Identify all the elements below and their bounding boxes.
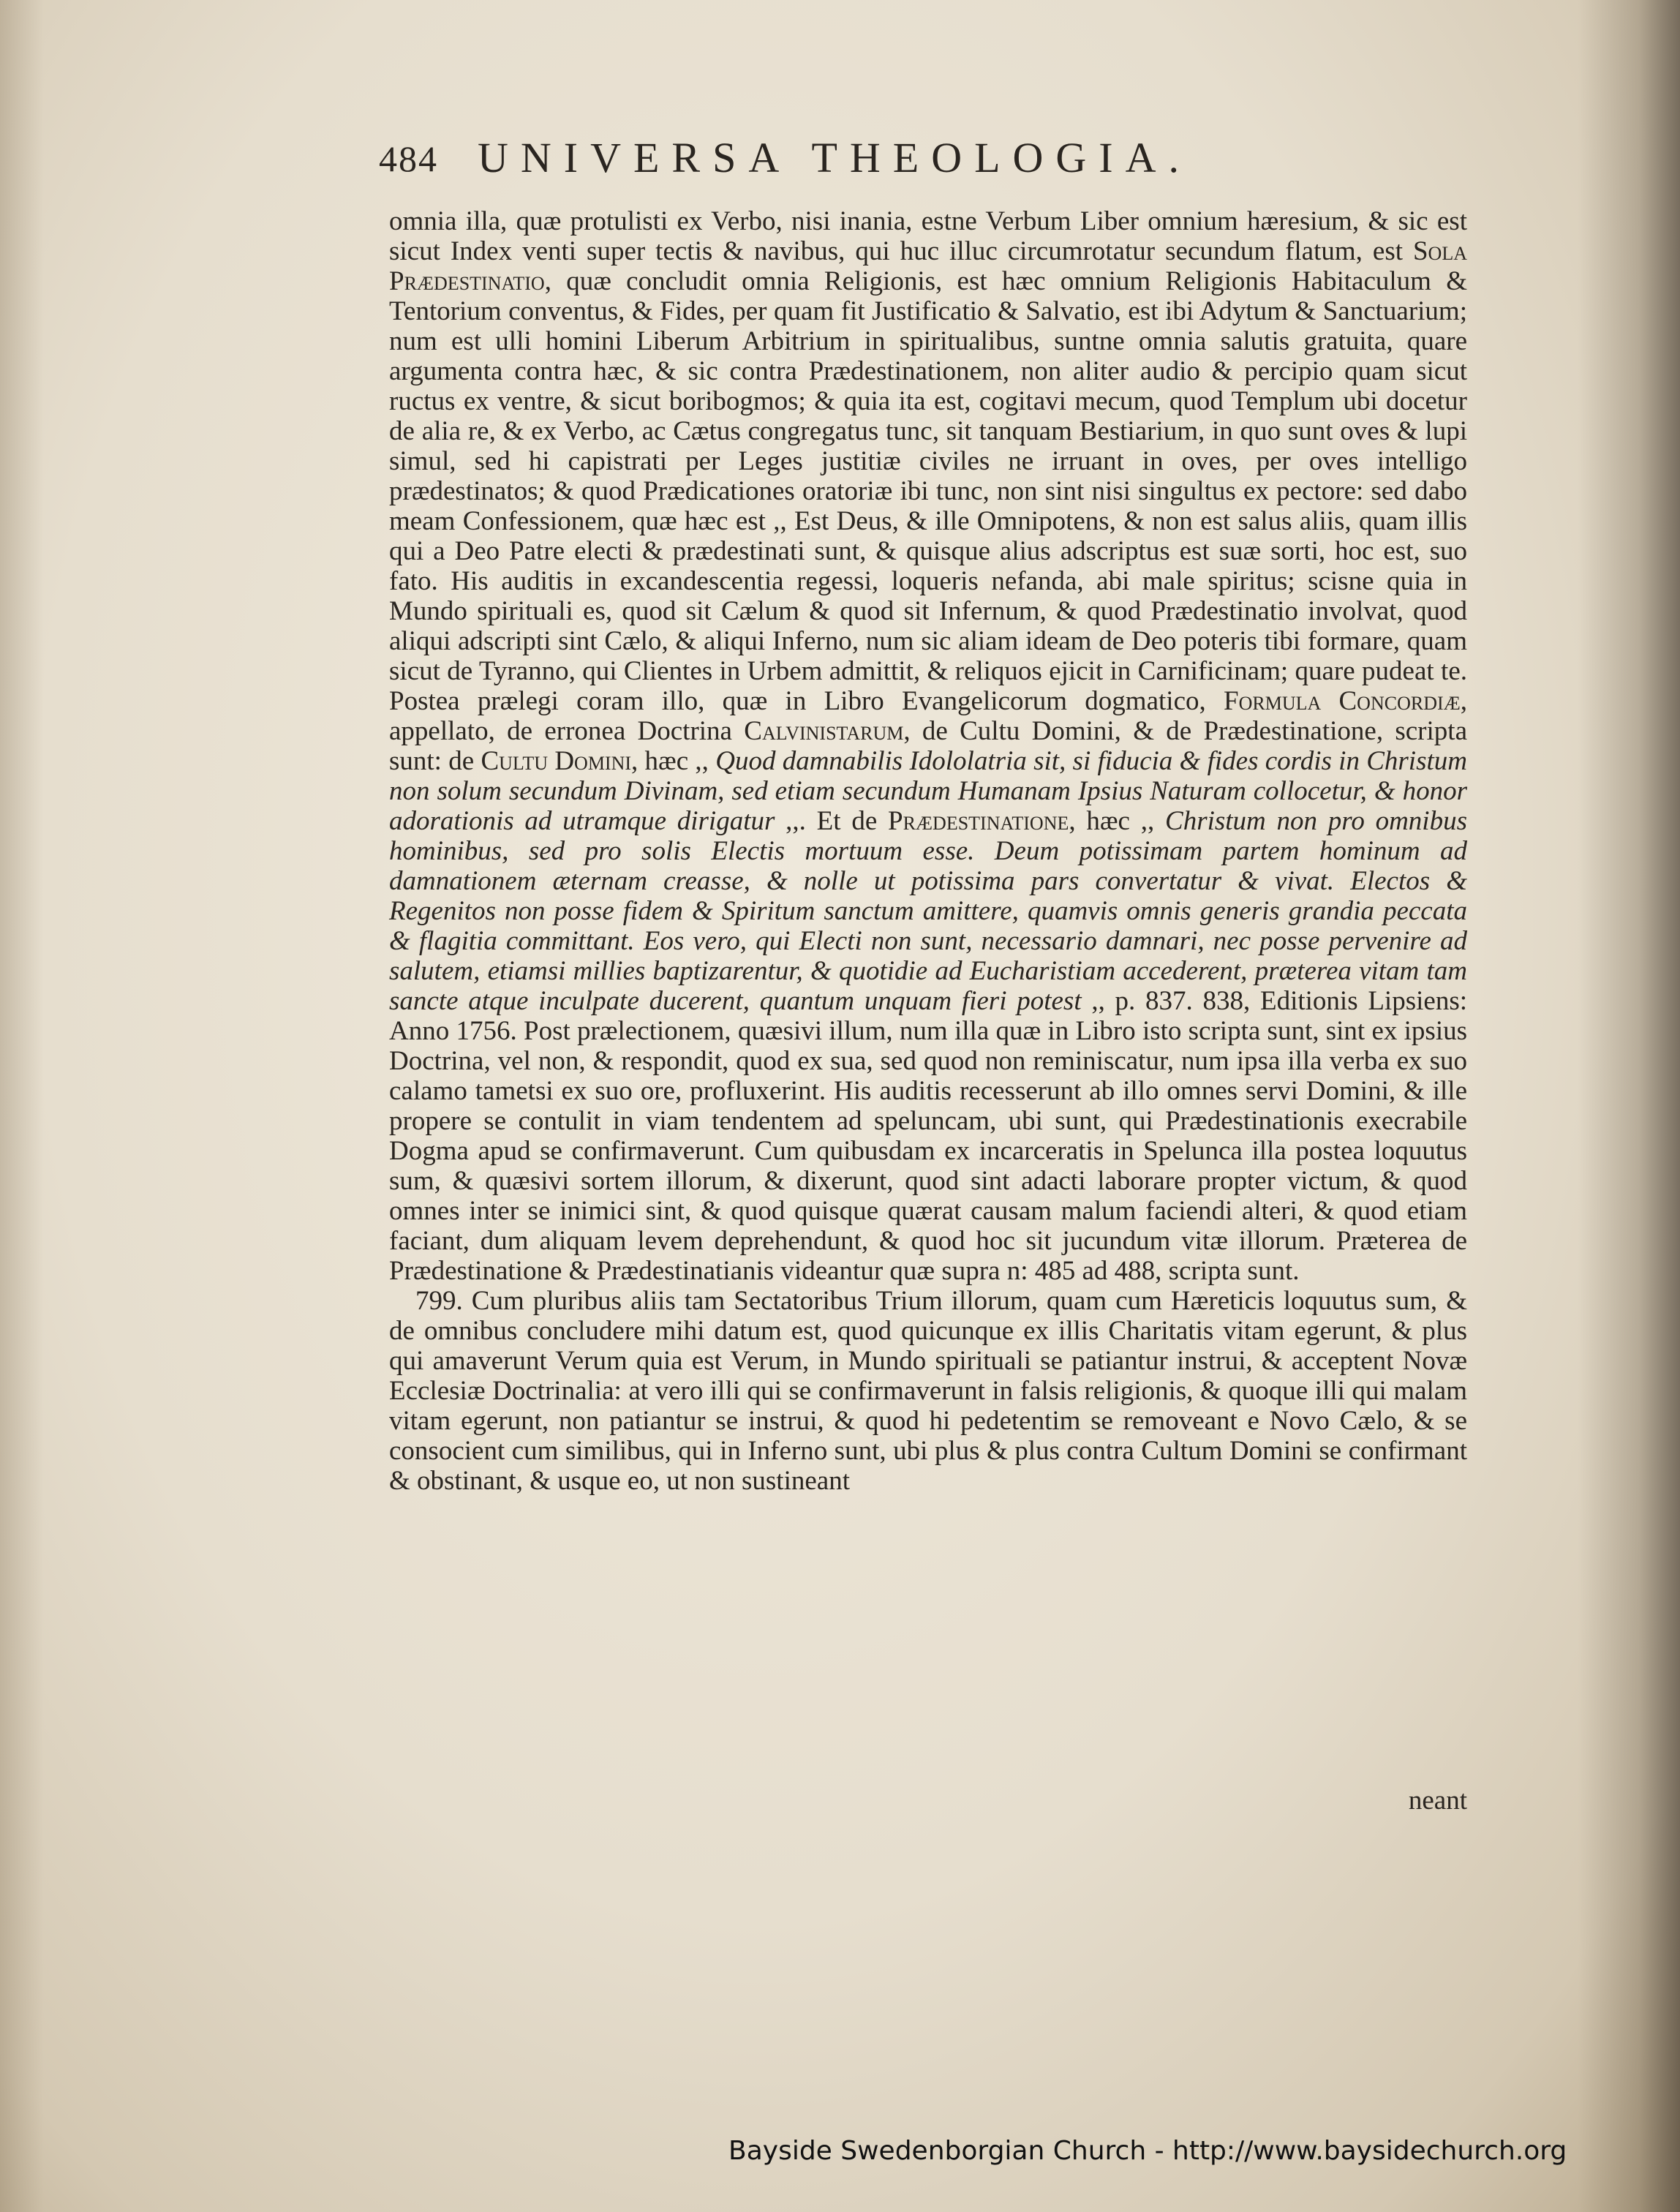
body-text [389, 206, 1467, 1496]
catchword: neant [1408, 1786, 1467, 1816]
page-edge-shadow-left [0, 0, 44, 2212]
running-head: UNIVERSA THEOLOGIA. [478, 134, 1192, 181]
quotation-cultu-domini: Quod damnabilis Idololatria sit, si fiducia & fides cordis in Christum non solum secundum Divinam, sed etiam secundum Humanam Ipsius Naturam collocetur, & honor adorationis ad utramque dirigatur [389, 746, 1467, 836]
paragraph-1: omnia illa, quæ protulisti ex Verbo, nisi inania, estne Verbum Liber omnium hæresium, & sic est sicut Index venti super tectis & navibus, qui huc illuc circumrotatur secundum flatum, est Sola Prædestinatio, quæ concludit omnia Religionis, est hæc omnium Religionis Habitaculum & Tentorium conventus, & Fides, per quam fit Justificatio & Salvatio, est ibi Adytum & Sanctuarium; num est ulli homini Liberum Arbitrium in spiritualibus, suntne omnia salutis gratuita, quare argumenta contra hæc, & sic contra Prædestinationem, non aliter audio & percipio quam sicut ructus ex ventre, & sicut boribogmos; & quia ita est, cogitavi mecum, quod Templum ubi docetur de alia re, & ex Verbo, ac Cætus congregatus tunc, sit tanquam Bestiarium, in quo sunt oves & lupi simul, sed hi capistrati per Leges justitiæ civiles ne irruant in oves, per oves intelligo prædestinatos; & quod Prædicationes oratoriæ ibi tunc, non sint nisi singultus ex pectore: sed dabo meam Confessionem, quæ hæc est ,, Est Deus, & ille Omnipotens, & non est salus aliis, quam illis qui a Deo Patre electi & prædestinati sunt, & quisque alius adscriptus est suæ sorti, hoc est, suo fato. His auditis in excandescentia regessi, loqueris nefanda, abi male spiritus; scisne quia in Mundo spirituali es, quod sit Cælum & quod sit Infernum, & quod Prædestinatio involvat, quod aliqui adscripti sint Cælo, & aliqui Inferno, num sic aliam ideam de Deo poteris tibi formare, quam sicut de Tyranno, qui Clientes in Urbem admittit, & reliquos ejicit in Carnificinam; quare pudeat te. Postea prælegi coram illo, quæ in Libro Evangelicorum dogmatico, Formula Concordiæ, appellato, de erronea Doctrina Calvinistarum, de Cultu Domini, & de Prædestinatione, scripta sunt: de Cultu Domini, hæc ,, Quod damnabilis Idololatria sit, si fiducia & fides cordis in Christum non solum secundum Divinam, sed etiam secundum Humanam Ipsius Naturam collocetur, & honor adorationis ad utramque dirigatur ,,. Et de Prædestinatione, hæc ,, Christum non pro omnibus hominibus, sed pro solis Electis mortuum esse. Deum potissimam partem hominum ad damnationem æternam creasse, & nolle ut potissima pars convertatur & vivat. Electos & Regenitos non posse fidem & Spiritum sanctum amittere, quamvis omnis generis grandia peccata & flagitia committant. Eos vero, qui Electi non sunt, necessario damnari, nec posse pervenire ad salutem, etiamsi millies baptizarentur, & quotidie ad Eucharistiam accederent, præterea vitam tam sancte atque inculpate ducerent, quantum unquam fieri potest ,, p. 837. 838, Editionis Lipsiens: Anno 1756. Post prælectionem, quæsivi illum, num illa quæ in Libro isto scripta sunt, sint ex ipsius Doctrina, vel non, & respondit, quod ex sua, sed quod non reminiscatur, num ipsa illa verba ex suo calamo tametsi ex suo ore, profluxerint. His auditis recesserunt ab illo omnes servi Domini, & ille propere se contulit in viam tendentem ad speluncam, ubi sunt, qui Prædestinationis execrabile Dogma apud se confirmaverunt. Cum quibusdam ex incarceratis in Spelunca illa postea loquutus sum, & quæsivi sortem illorum, & dixerunt, quod sint adacti laborare propter victum, & quod omnes inter se inimici sint, & quod quisque quærat causam malum faciendi alteri, & quod etiam faciant, dum aliquam levem deprehendunt, & quod hoc sit jucundum vitæ illorum. Præterea de Prædestinatione & Prædestinatianis videantur quæ supra n: 485 ad 488, scripta sunt. [389, 206, 1467, 1286]
page-number: 484 [379, 138, 438, 179]
page-header [379, 133, 1476, 184]
quotation-praedestinatione: Christum non pro omnibus hominibus, sed pro solis Electis mortuum esse. Deum potissimam partem hominum ad damnationem æternam creasse, & nolle ut potissima pars convertatur & vivat. Electos & Regenitos non posse fidem & Spiritum sanctum amittere, quamvis omnis generis grandia peccata & flagitia committant. Eos vero, qui Electi non sunt, necessario damnari, nec posse pervenire ad salutem, etiamsi millies baptizarentur, & quotidie ad Eucharistiam accederent, præterea vitam tam sancte atque inculpate ducerent, quantum unquam fieri potest [389, 806, 1467, 1016]
page-edge-shadow-right [1578, 0, 1680, 2212]
watermark-text: Bayside Swedenborgian Church - http://www.baysidechurch.org [728, 2136, 1567, 2166]
paragraph-2: 799. Cum pluribus aliis tam Sectatoribus Trium illorum, quam cum Hæreticis loquutus sum, & de omnibus concludere mihi datum est, quod quicunque ex illis Charitatis vitam egerunt, & plus qui amaverunt Verum quia est Verum, in Mundo spirituali se patiantur instrui, & acceptent Novæ Ecclesiæ Doctrinalia: at vero illi qui se confirmaverunt in falsis religionis, & quoque illi qui malam vitam egerunt, non patiantur se instrui, & quod hi pedetentim se removeant e Novo Cælo, & se consocient cum similibus, qui in Inferno sunt, ubi plus & plus contra Cultum Domini se confirmant & obstinant, & usque eo, ut non sustineant [389, 1286, 1467, 1496]
paragraph-number: 799. [415, 1286, 463, 1316]
